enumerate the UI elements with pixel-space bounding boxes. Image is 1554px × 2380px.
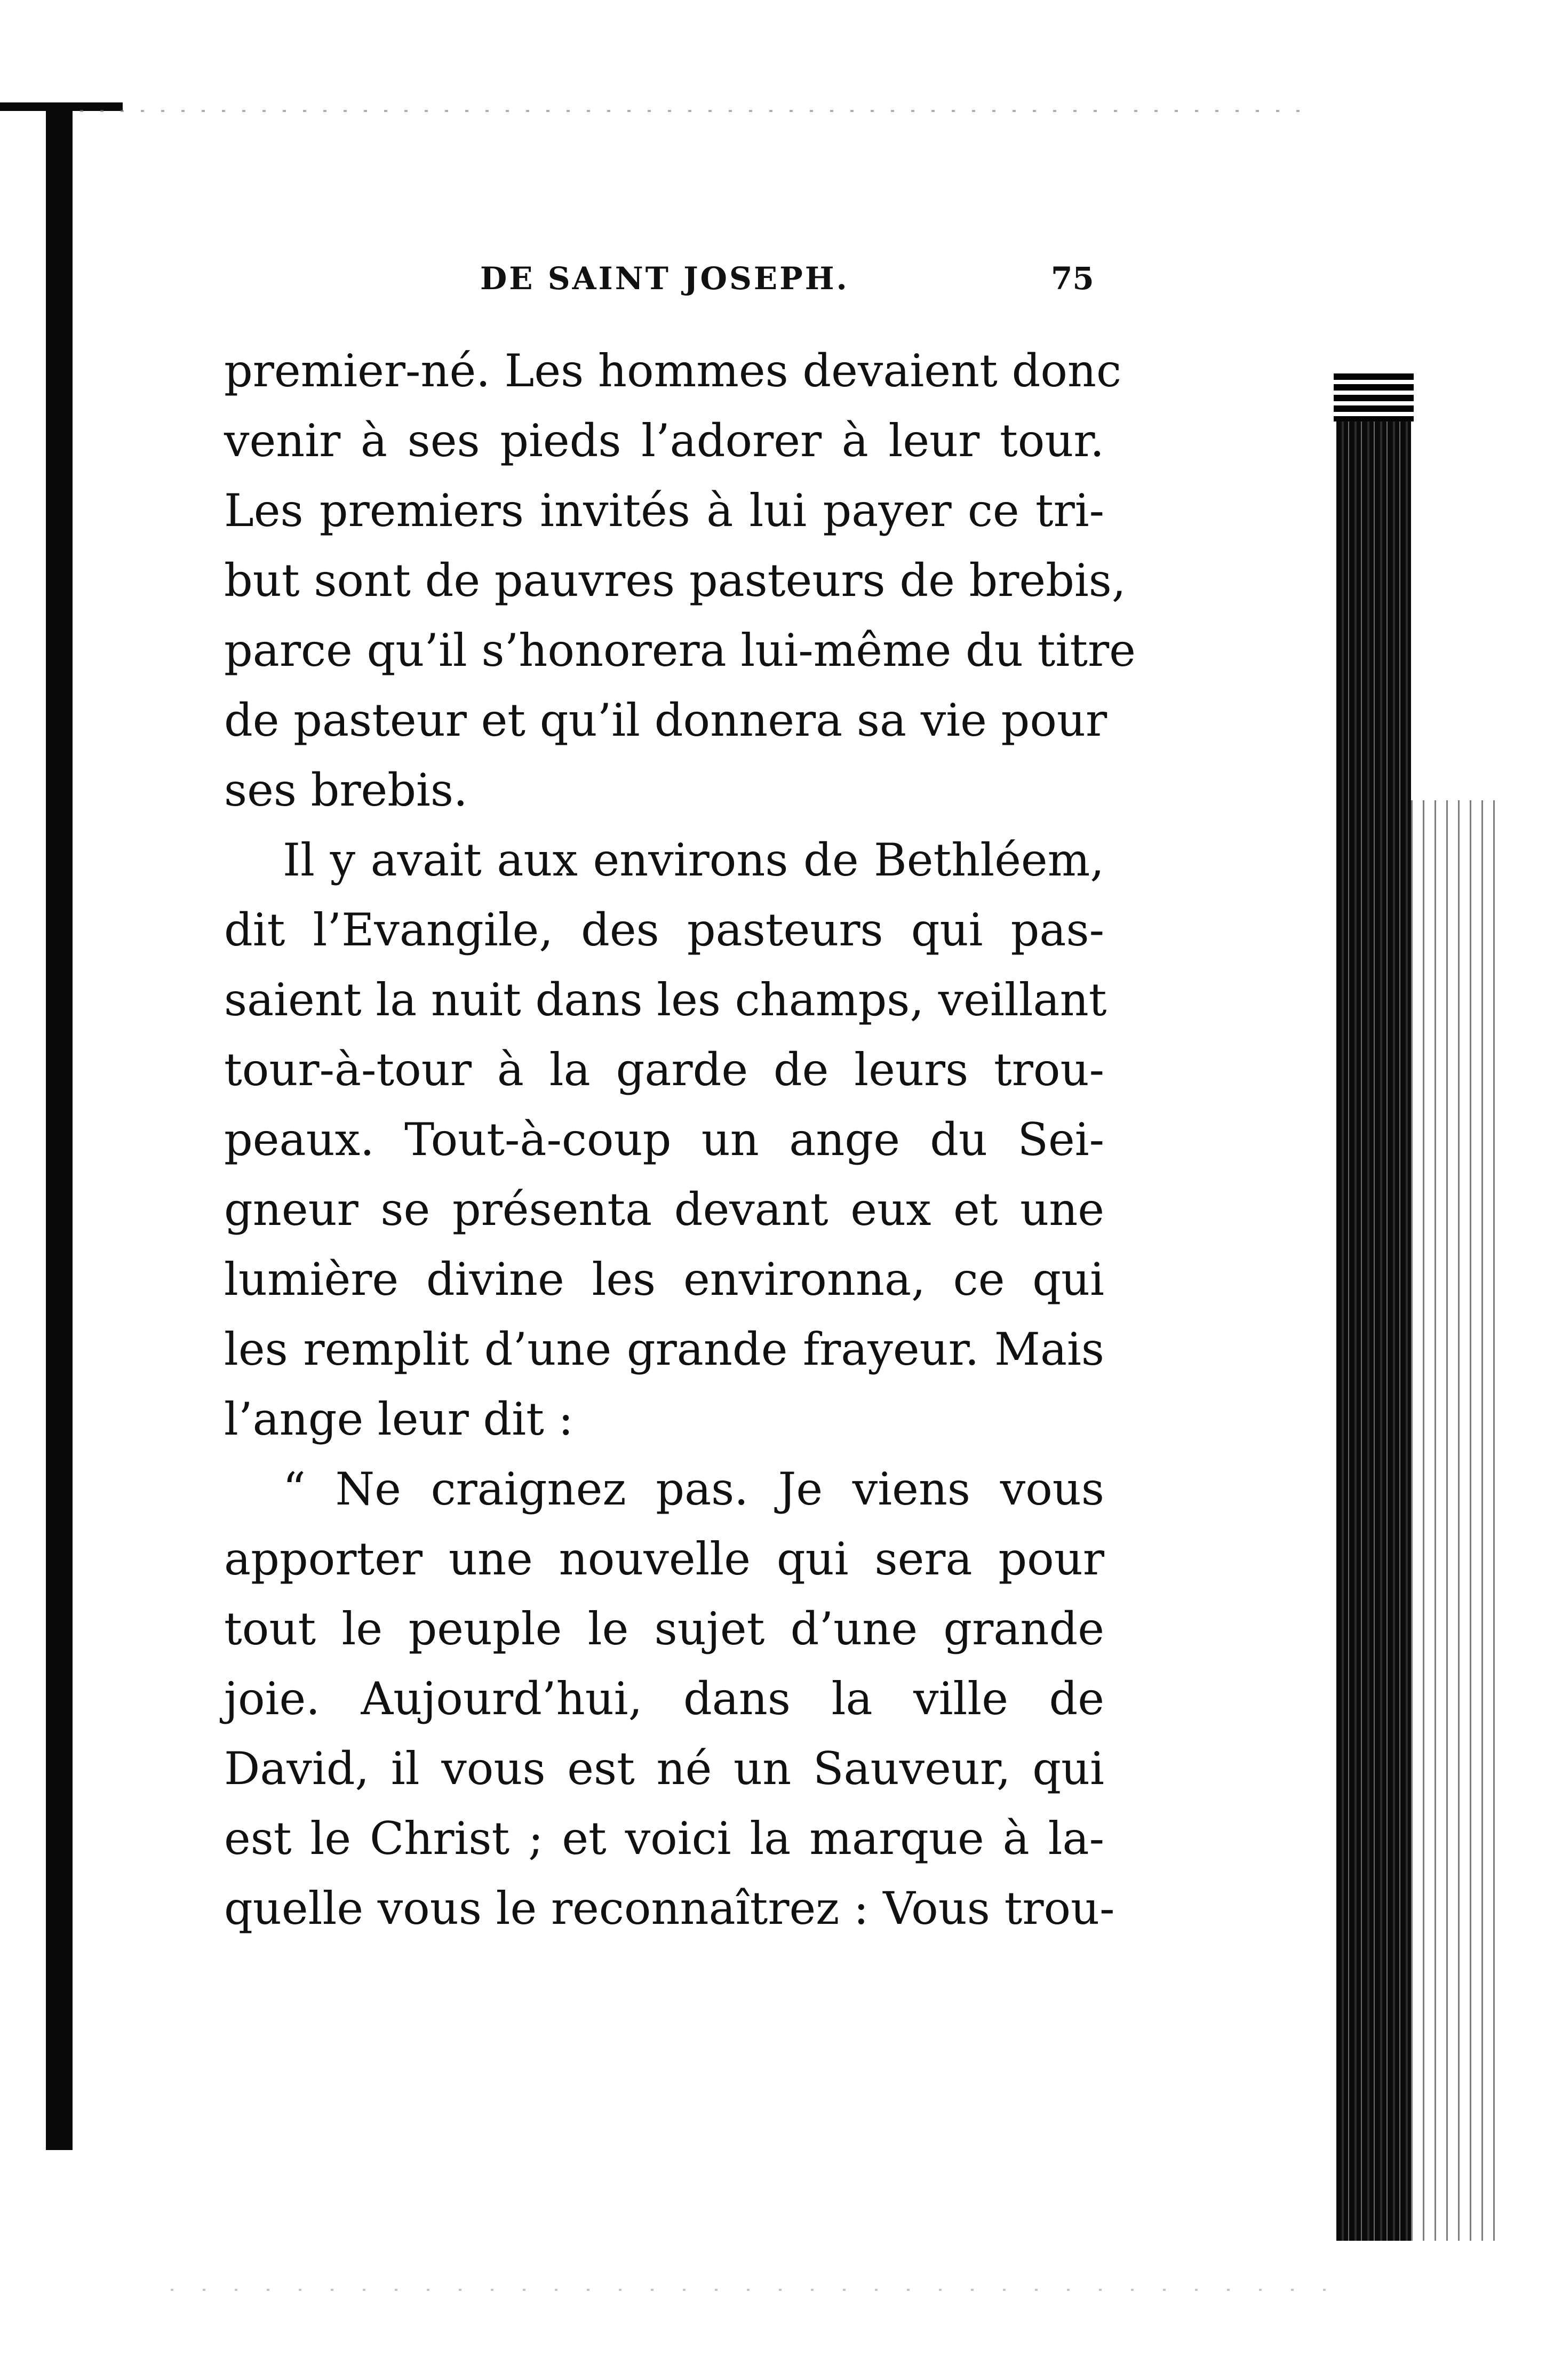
text-line: ses brebis. [224,764,468,816]
scan-edge-left [46,107,73,2150]
scan-noise-bottom [171,2289,1344,2291]
text-line: apporter une nouvelle qui sera pour [224,1533,1104,1585]
text-line: de pasteur et qu’il donnera sa vie pour [224,694,1107,746]
text-line: Il y avait aux environs de Bethléem, [283,834,1104,886]
text-line: tour-à-tour à la garde de leurs trou- [224,1044,1104,1096]
text-line: venir à ses pieds l’adorer à leur tour. [224,415,1104,467]
text-line: “ Ne craignez pas. Je viens vous [283,1463,1104,1515]
text-line: lumière divine les environna, ce qui [224,1253,1104,1306]
text-line: Les premiers invités à lui payer ce tri- [224,484,1104,537]
scan-edge-right [1336,373,1411,2241]
scan-edge-right-bars [1334,373,1414,421]
text-line: dit l’Evangile, des pasteurs qui pas- [224,904,1104,956]
page-number: 75 [1051,260,1094,297]
text-line: les remplit d’une grande frayeur. Mais [224,1323,1104,1375]
text-line: parce qu’il s’honorera lui-même du titre [224,624,1136,676]
text-line: premier-né. Les hommes devaient donc [224,345,1122,397]
text-line: saient la nuit dans les champs, veillant [224,974,1107,1026]
scan-edge-right-fade [1411,800,1502,2241]
text-line: gneur se présenta devant eux et une [224,1183,1104,1236]
text-line: but sont de pauvres pasteurs de brebis, [224,554,1126,607]
text-line: joie. Aujourd’hui, dans la ville de [224,1673,1104,1725]
running-head: DE SAINT JOSEPH. [480,260,849,297]
text-line: tout le peuple le sujet d’une grande [224,1603,1104,1655]
scan-noise-top [80,110,1307,112]
text-line: quelle vous le reconnaîtrez : Vous trou- [224,1882,1115,1935]
body-text [224,336,1136,1944]
text-line: David, il vous est né un Sauveur, qui [224,1742,1104,1795]
text-line: l’ange leur dit : [224,1393,573,1445]
text-line: peaux. Tout-à-coup un ange du Sei- [224,1113,1104,1166]
text-line: est le Christ ; et voici la marque à la- [224,1812,1104,1865]
